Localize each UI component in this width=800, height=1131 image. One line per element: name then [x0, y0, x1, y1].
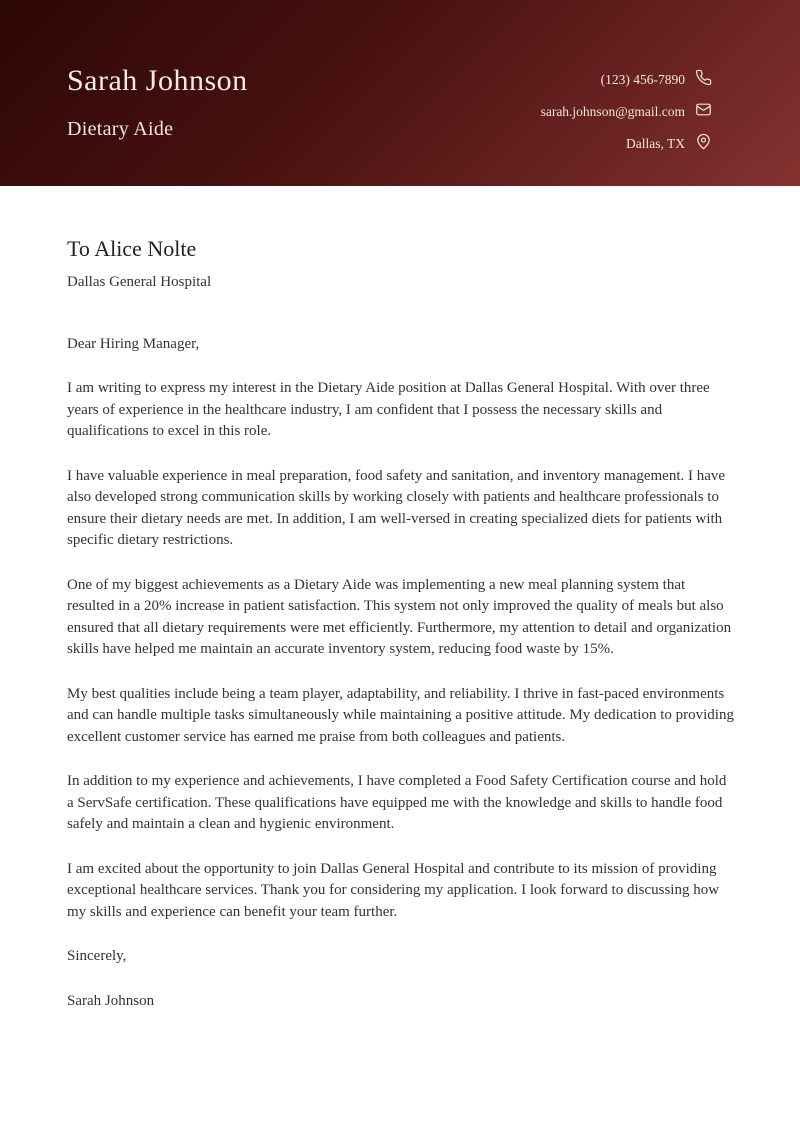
salutation: Dear Hiring Manager,	[67, 335, 200, 352]
paragraph-intro: I am writing to express my interest in the Dietary Aide position at Dallas General Hospital. With over three years of experience in the healthcare industry, I am confident that I possess the necessary skills and qualifications to excel in this role.	[67, 380, 710, 439]
paragraph-qualities: My best qualities include being a team player, adaptability, and reliability. I thrive in fast-paced environments and can handle multiple tasks simultaneously while maintaining a positive attitude. My dedication to providing excellent customer service has earned me praise from both colleagues and patients.	[67, 685, 734, 745]
recipient-name: To Alice Nolte	[67, 236, 197, 261]
closing: Sincerely,	[67, 948, 127, 964]
letter-body	[0, 186, 800, 1012]
person-job-title: Dietary Aide	[67, 118, 174, 140]
contact-phone-label: (123) 456-7890	[600, 72, 685, 87]
contact-info	[541, 0, 712, 186]
contact-row-email	[541, 101, 712, 122]
mail-icon	[695, 101, 712, 122]
contact-row-phone	[601, 69, 712, 90]
header	[0, 0, 800, 186]
paragraph-experience: I have valuable experience in meal preparation, food safety and sanitation, and inventory management. I have also developed strong communication skills by working closely with patients and healthcare professionals to ensure their dietary needs are met. In addition, I am well-versed in creating specialized diets for patients with specific dietary restrictions.	[67, 467, 726, 548]
paragraph-closing: I am excited about the opportunity to join Dallas General Hospital and contribute to its mission of providing exceptional healthcare services. Thank you for considering my application. I look forward to discussing how my skills and experience can benefit your team further.	[67, 860, 720, 920]
person-name: Sarah Johnson	[67, 64, 248, 97]
contact-location-label: Dallas, TX	[626, 136, 685, 151]
recipient-organization: Dallas General Hospital	[67, 274, 212, 290]
signature: Sarah Johnson	[67, 992, 155, 1009]
location-icon	[695, 133, 712, 154]
paragraph-certifications: In addition to my experience and achievements, I have completed a Food Safety Certification course and hold a ServSafe certification. These qualifications have equipped me with the knowledge and skills to handle food safely and maintain a clean and hygienic environment.	[67, 773, 727, 832]
contact-email-label: sarah.johnson@gmail.com	[540, 104, 685, 119]
phone-icon	[695, 69, 712, 90]
paragraph-achievements: One of my biggest achievements as a Dietary Aide was implementing a new meal planning system that resulted in a 20% increase in patient satisfaction. This system not only improved the quality of meals but also ensured that all dietary requirements were met efficiently. Furthermore, my attention to detail and organization skills have helped me maintain an accurate inventory system, reducing food waste by 15%.	[67, 576, 732, 657]
contact-row-location	[626, 133, 712, 154]
header-identity	[67, 0, 248, 186]
